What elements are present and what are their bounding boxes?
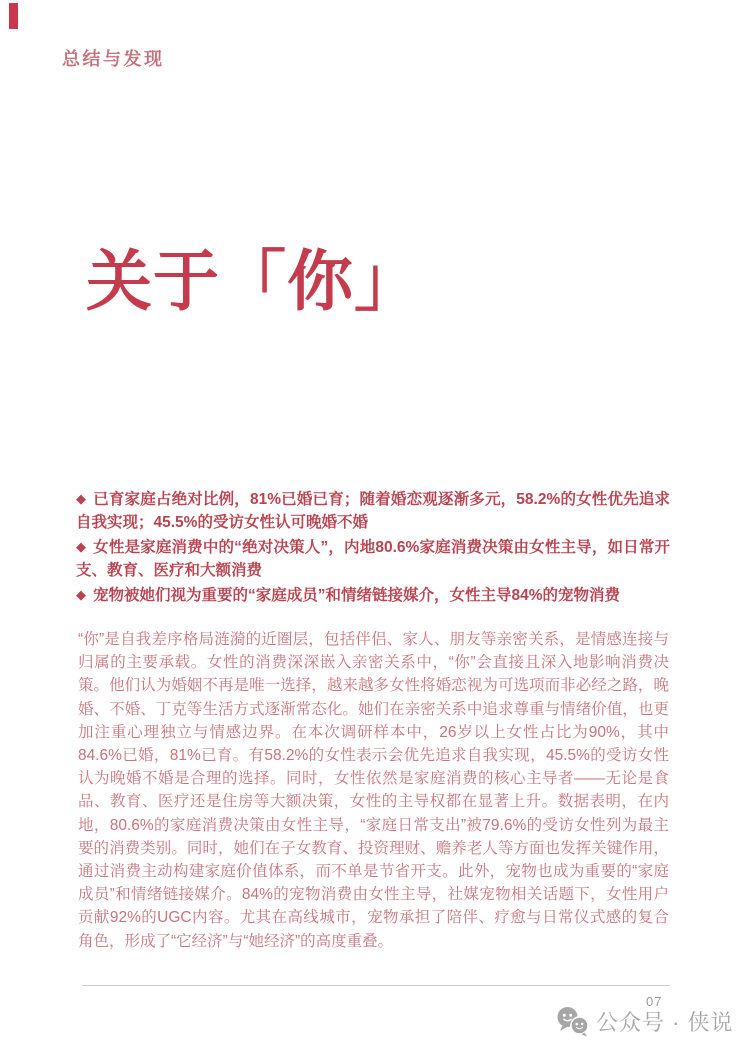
watermark xyxy=(556,1006,734,1037)
key-findings-list xyxy=(76,487,670,607)
watermark-text: 公众号 · 侠说 xyxy=(596,1010,734,1035)
diamond-bullet-icon: ◆ xyxy=(76,586,86,602)
corner-accent-bar xyxy=(9,3,18,29)
diamond-bullet-icon: ◆ xyxy=(76,538,87,554)
bullet-text: 已育家庭占绝对比例，81%已婚已育；随着婚恋观逐渐多元，58.2%的女性优先追求自我实现；45.5%的受访女性认可晚婚不婚 xyxy=(76,491,671,532)
bullet-item xyxy=(76,535,670,583)
section-label: 总结与发现 xyxy=(62,49,165,69)
body-paragraph: “你”是自我差序格局涟漪的近圈层，包括伴侣、家人、朋友等亲密关系，是情感连接与归属的主要承载。女性的消费深深嵌入亲密关系中，“你”会直接且深入地影响消费决策。他们认为婚姻不再是唯一选择，越来越多女性将婚恋视为可选项而非必经之路，晚婚、不婚、丁克等生活方式逐渐常态化。她们在亲密关系中追求尊重与情绪价值，也更加注重心理独立与情感边界。在本次调研样本中，26岁以上女性占比为90%，其中84.6%已婚，81%已育。有58.2%的女性表示会优先追求自我实现，45.5%的受访女性认为晚婚不婚是合理的选择。同时，女性依然是家庭消费的核心主导者——无论是食品、教育、医疗还是住房等大额决策，女性的主导权都在显著上升。数据表明，在内地，80.6%的家庭消费决策由女性主导，“家庭日常支出”被79.6%的受访女性列为最主要的消费类别。同时，她们在子女教育、投资理财、赡养老人等方面也发挥关键作用，通过消费主动构建家庭价值体系，而不单是节省开支。此外，宠物也成为重要的“家庭成员”和情绪链接媒介。84%的宠物消费由女性主导，社媒宠物相关话题下，女性用户贡献92%的UGC内容。尤其在高线城市，宠物承担了陪伴、疗愈与日常仪式感的复合角色，形成了“它经济”与“她经济”的高度重叠。 xyxy=(78,631,669,950)
diamond-bullet-icon: ◆ xyxy=(76,491,87,506)
bullet-item xyxy=(76,583,670,607)
bullet-text: 宠物被她们视为重要的“家庭成员”和情绪链接媒介，女性主导84%的宠物消费 xyxy=(93,586,621,604)
bullet-item xyxy=(76,487,670,535)
wechat-chat-bubbles-icon xyxy=(556,1006,589,1037)
footer-divider xyxy=(82,985,670,986)
page-number: 07 xyxy=(646,994,663,1009)
page-title: 关于「你」 xyxy=(86,244,421,318)
bullet-text: 女性是家庭消费中的“绝对决策人”，内地80.6%家庭消费决策由女性主导，如日常开支、教育、医疗和大额消费 xyxy=(76,538,671,580)
